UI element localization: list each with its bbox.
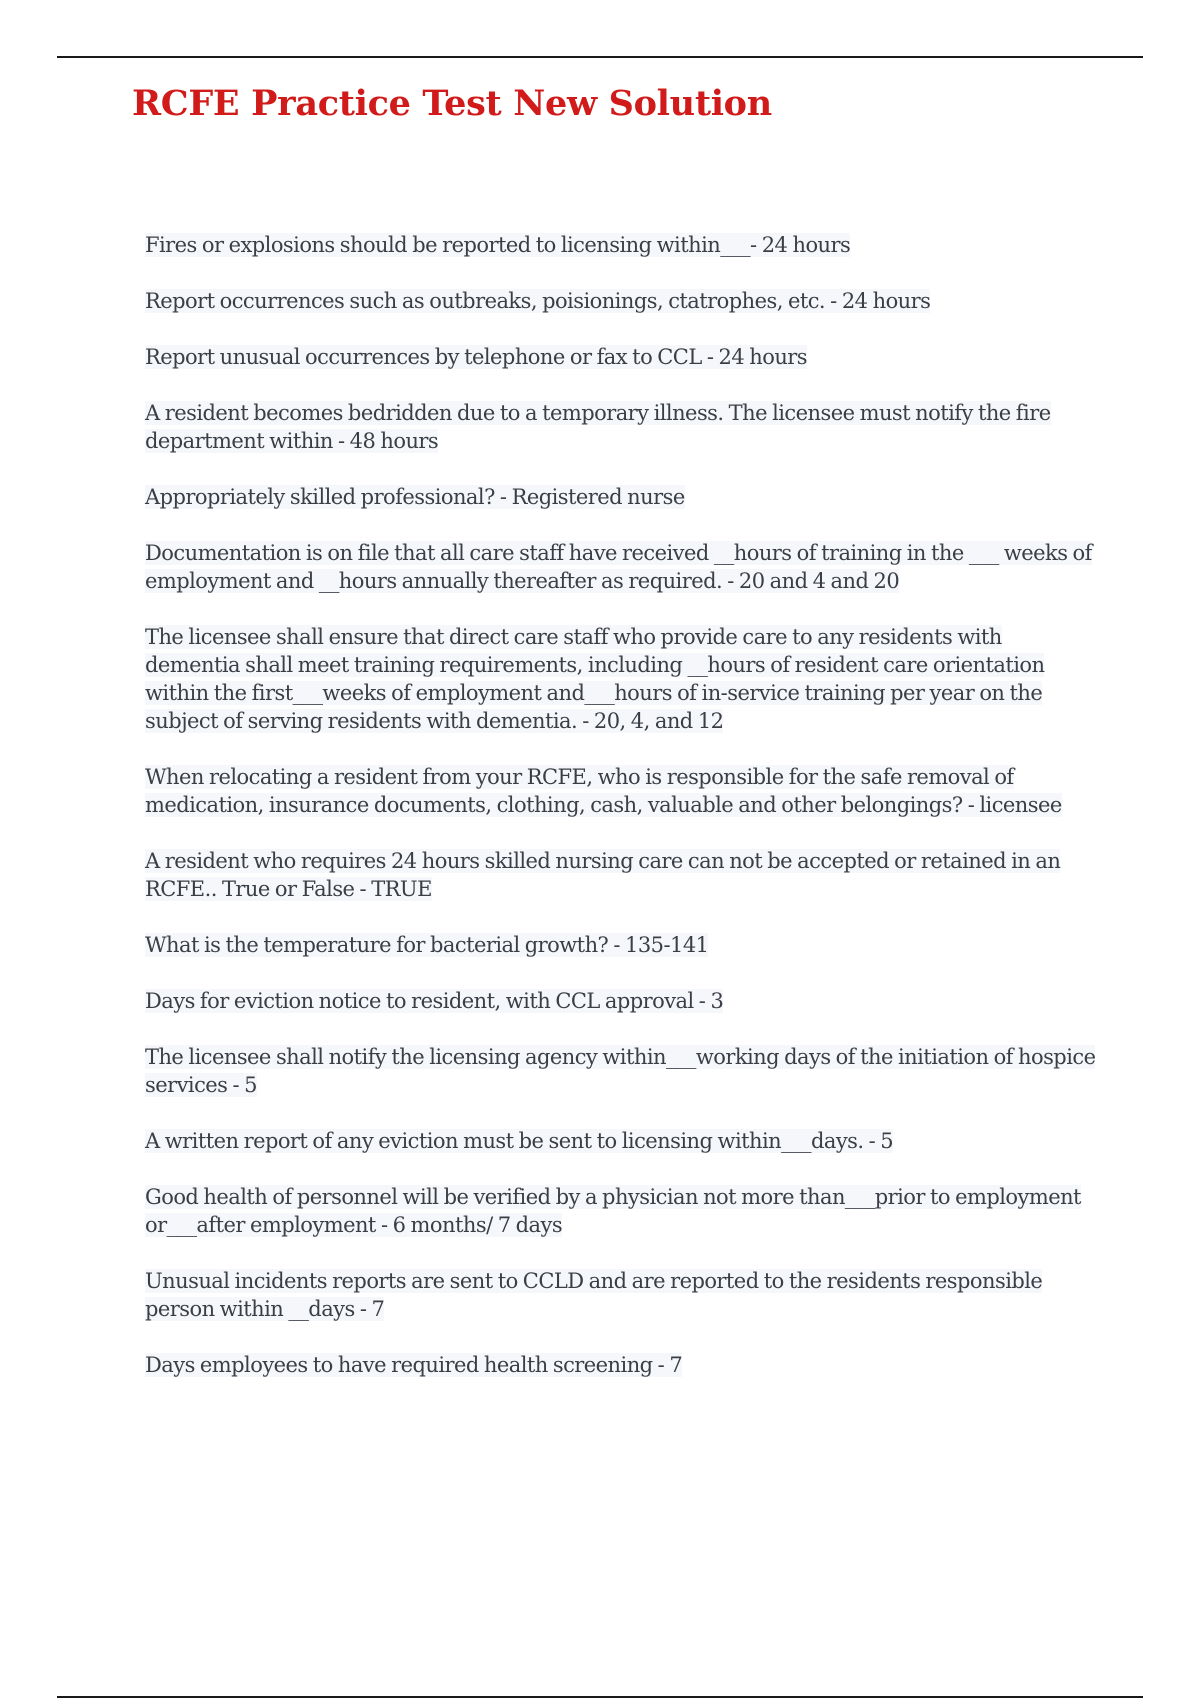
qa-item-text: A resident becomes bedridden due to a temporary illness. The licensee must notify the fire department within - 48 hours: [145, 401, 1051, 453]
qa-item: [145, 287, 1100, 315]
bottom-rule: [57, 1696, 1143, 1698]
qa-item-text: Report unusual occurrences by telephone or fax to CCL - 24 hours: [145, 345, 808, 369]
qa-item-text: Report occurrences such as outbreaks, poisionings, ctatrophes, etc. - 24 hours: [145, 289, 931, 313]
qa-item: [145, 987, 1100, 1015]
qa-item: [145, 1127, 1100, 1155]
page-title: RCFE Practice Test New Solution: [132, 83, 772, 124]
qa-item-text: Appropriately skilled professional? - Registered nurse: [145, 485, 685, 509]
qa-item-text: Good health of personnel will be verified by a physician not more than___prior to employment or___after employment - 6 months/ 7 days: [145, 1185, 1081, 1237]
top-rule: [57, 56, 1143, 58]
qa-item-text: Unusual incidents reports are sent to CCLD and are reported to the residents responsible person within __days - 7: [145, 1269, 1043, 1321]
qa-item: [145, 399, 1100, 455]
qa-item: [145, 231, 1100, 259]
qa-item: [145, 539, 1100, 595]
qa-item-text: The licensee shall ensure that direct care staff who provide care to any residents with dementia shall meet training requirements, including __hours of resident care orientation within the first___weeks of employment and___hours of in-service training per year on the subject of serving residents with dementia. - 20, 4, and 12: [145, 625, 1045, 733]
qa-item: [145, 1183, 1100, 1239]
qa-item-text: Fires or explosions should be reported to licensing within___- 24 hours: [145, 233, 851, 257]
qa-item-text: What is the temperature for bacterial growth? - 135-141: [145, 933, 709, 957]
qa-item-text: A resident who requires 24 hours skilled nursing care can not be accepted or retained in an RCFE.. True or False - TRUE: [145, 849, 1061, 901]
qa-item: [145, 483, 1100, 511]
qa-item-text: Days for eviction notice to resident, with CCL approval - 3: [145, 989, 724, 1013]
qa-item-text: Documentation is on file that all care staff have received __hours of training in the ___ weeks of employment and __hours annually thereafter as required. - 20 and 4 and 20: [145, 541, 1092, 593]
qa-item-text: Days employees to have required health screening - 7: [145, 1353, 683, 1377]
qa-item-text: The licensee shall notify the licensing agency within___working days of the initiation of hospice services - 5: [145, 1045, 1096, 1097]
qa-item: [145, 763, 1100, 819]
qa-item: [145, 623, 1100, 735]
qa-item: [145, 343, 1100, 371]
qa-item-text: A written report of any eviction must be sent to licensing within___days. - 5: [145, 1129, 894, 1153]
qa-item: [145, 931, 1100, 959]
qa-item: [145, 1351, 1100, 1379]
qa-item: [145, 1267, 1100, 1323]
qa-item: [145, 847, 1100, 903]
qa-item-text: When relocating a resident from your RCFE, who is responsible for the safe removal of medication, insurance documents, clothing, cash, valuable and other belongings? - licensee: [145, 765, 1062, 817]
qa-list: [145, 231, 1100, 1407]
qa-item: [145, 1043, 1100, 1099]
